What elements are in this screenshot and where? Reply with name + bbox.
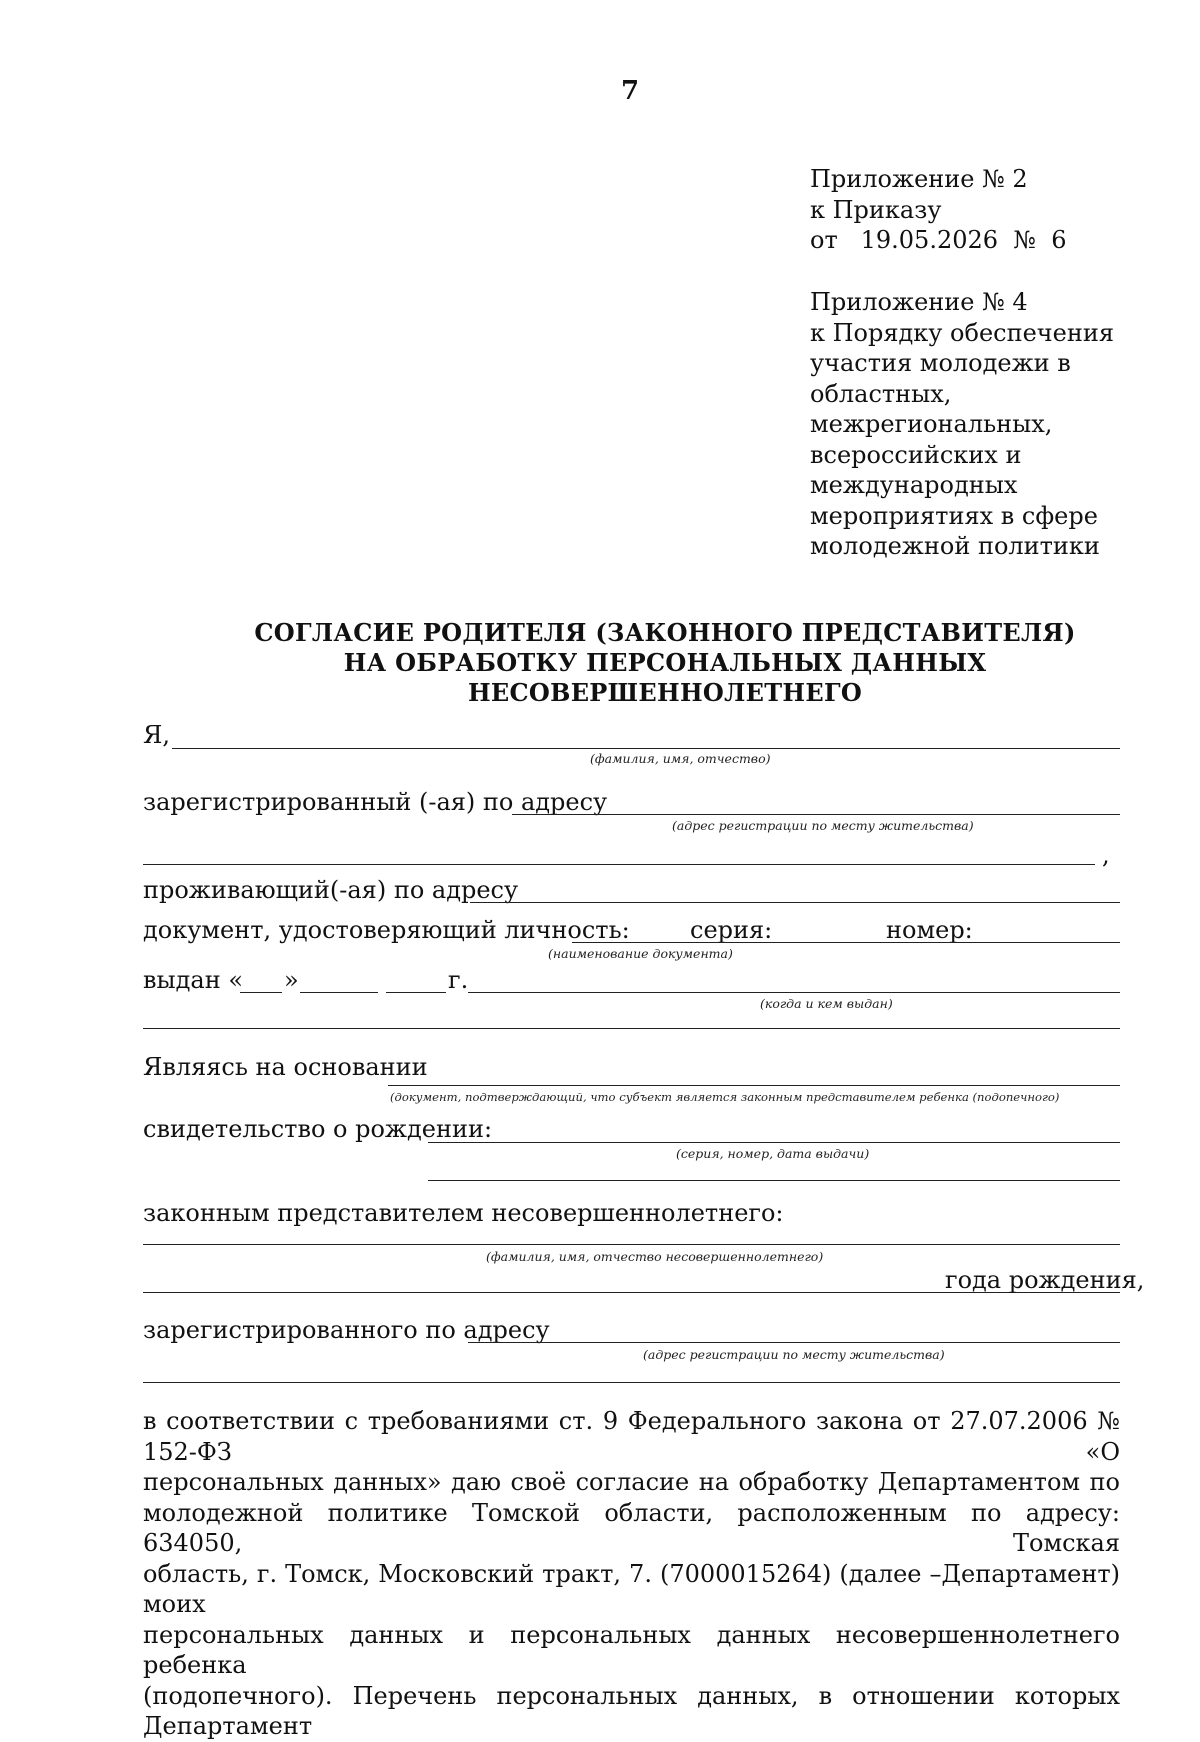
paragraph-line: (подопечного). Перечень персональных данных, в отношении которых Департамент bbox=[143, 1681, 1120, 1740]
id-doc-field[interactable] bbox=[572, 942, 1120, 943]
label-registered-minor: зарегистрированного по адресу bbox=[143, 1316, 550, 1344]
page-number: 7 bbox=[620, 76, 640, 106]
minor-address-field-2[interactable] bbox=[143, 1382, 1120, 1383]
issued-day-field[interactable] bbox=[240, 992, 282, 993]
appendix-1-date-line: от 19.05.2026 № 6 bbox=[810, 226, 1067, 254]
hint-doc-name: (наименование документа) bbox=[548, 946, 733, 961]
appendix-2-line: участия молодежи в bbox=[810, 349, 1071, 377]
document-title bbox=[200, 618, 1130, 708]
label-issued-mid: » bbox=[284, 966, 299, 994]
label-issued: выдан « bbox=[143, 966, 244, 994]
minor-address-field[interactable] bbox=[468, 1342, 1120, 1343]
appendix-2-line: областных, bbox=[810, 379, 952, 408]
living-address-field[interactable] bbox=[470, 902, 1120, 903]
label-ya: Я, bbox=[143, 721, 171, 749]
label-series: серия: bbox=[690, 916, 773, 944]
minor-fio-field[interactable] bbox=[143, 1244, 1120, 1245]
issued-by-field[interactable] bbox=[468, 992, 1120, 993]
label-id-doc: документ, удостоверяющий личность: bbox=[143, 916, 630, 944]
paragraph-line: молодежной политике Томской области, расположенным по адресу: 634050, Томская bbox=[143, 1498, 1120, 1557]
title-line: НЕСОВЕРШЕННОЛЕТНЕГО bbox=[467, 678, 863, 707]
appendix-1-line: Приложение № 2 bbox=[810, 165, 1028, 193]
label-registered: зарегистрированный (-ая) по адресу bbox=[143, 788, 608, 816]
appendix-2-line: мероприятиях в сфере bbox=[810, 501, 1098, 530]
comma: , bbox=[1102, 841, 1110, 869]
appendix-2-line: к Порядку обеспечения bbox=[810, 318, 1114, 347]
appendix-2-line: межрегиональных, bbox=[810, 410, 1053, 438]
label-basis: Являясь на основании bbox=[143, 1053, 428, 1081]
label-number: номер: bbox=[886, 916, 973, 944]
hint-reg-address-2: (адрес регистрации по месту жительства) bbox=[643, 1347, 945, 1362]
hint-reg-address: (адрес регистрации по месту жительства) bbox=[672, 818, 974, 833]
label-legal-rep: законным представителем несовершеннолетнего: bbox=[143, 1199, 784, 1227]
appendix-2-line: молодежной политики bbox=[810, 532, 1100, 560]
issued-by-field-2[interactable] bbox=[143, 1028, 1120, 1029]
birth-cert-field-2[interactable] bbox=[428, 1180, 1120, 1181]
appendix-2-line: международных bbox=[810, 471, 1018, 499]
label-living: проживающий(-ая) по адресу bbox=[143, 876, 519, 904]
issued-month-field[interactable] bbox=[300, 992, 378, 993]
consent-paragraph bbox=[143, 1406, 1120, 1742]
hint-when-who: (когда и кем выдан) bbox=[760, 996, 893, 1011]
paragraph-line: персональных данных и персональных данных несовершеннолетнего ребенка bbox=[143, 1620, 1120, 1679]
appendix-2-line: Приложение № 4 bbox=[810, 288, 1028, 316]
title-line: НА ОБРАБОТКУ ПЕРСОНАЛЬНЫХ ДАННЫХ bbox=[343, 648, 987, 677]
label-birth-year: года рождения, bbox=[945, 1266, 1145, 1294]
hint-series: (серия, номер, дата выдачи) bbox=[676, 1146, 870, 1161]
birth-cert-field[interactable] bbox=[428, 1142, 1120, 1143]
basis-field[interactable] bbox=[388, 1085, 1120, 1086]
paragraph-line: персональных данных» даю своё согласие на обработку Департаментом по bbox=[143, 1468, 1120, 1496]
appendix-1-line: к Приказу bbox=[810, 195, 942, 224]
label-year-g: г. bbox=[448, 966, 469, 994]
label-birth-cert: свидетельство о рождении: bbox=[143, 1115, 493, 1143]
paragraph-line: в соответствии с требованиями ст. 9 Федерального закона от 27.07.2006 № 152-ФЗ «О bbox=[143, 1407, 1120, 1466]
paragraph-line: область, г. Томск, Московский тракт, 7. (7000015264) (далее –Департамент) моих bbox=[143, 1559, 1120, 1618]
appendix-block-2 bbox=[810, 287, 1114, 562]
hint-fio: (фамилия, имя, отчество) bbox=[590, 751, 771, 766]
fio-field[interactable] bbox=[172, 748, 1120, 749]
title-line: СОГЛАСИЕ РОДИТЕЛЯ (ЗАКОННОГО ПРЕДСТАВИТЕЛЯ) bbox=[254, 618, 1076, 647]
hint-basis: (документ, подтверждающий, что субъект является законным представителем ребенка (подопечного) bbox=[390, 1090, 1060, 1104]
appendix-2-line: всероссийских и bbox=[810, 440, 1022, 469]
issued-year-field[interactable] bbox=[386, 992, 446, 993]
registration-address-field[interactable] bbox=[512, 814, 1120, 815]
appendix-block-1 bbox=[810, 164, 1067, 256]
hint-minor-fio: (фамилия, имя, отчество несовершеннолетнего) bbox=[486, 1249, 824, 1264]
registration-address-field-2[interactable] bbox=[143, 864, 1095, 865]
